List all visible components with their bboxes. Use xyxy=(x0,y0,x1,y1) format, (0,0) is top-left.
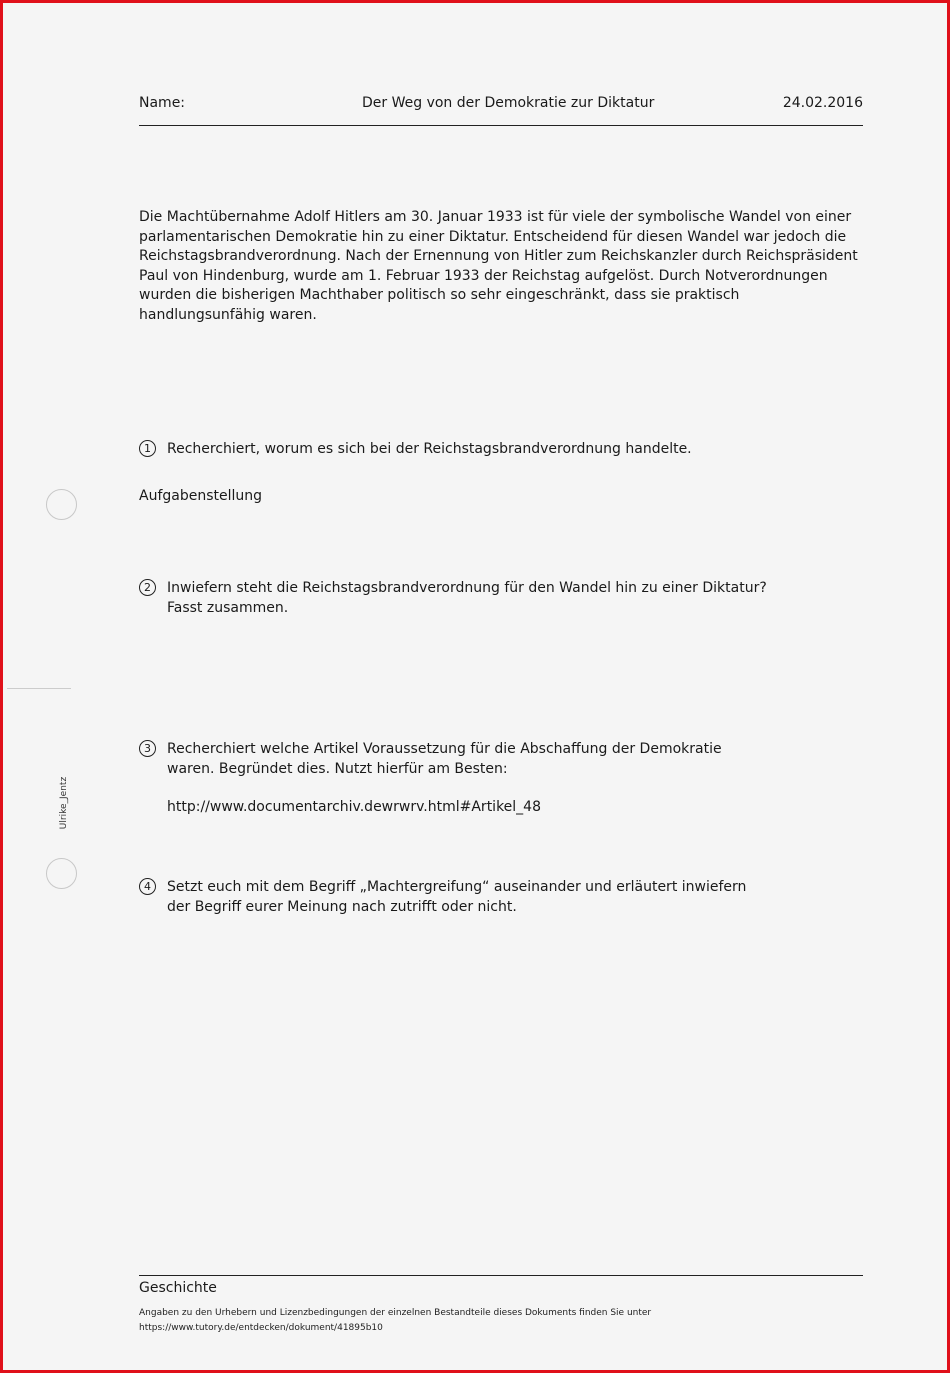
fold-mark xyxy=(7,688,71,689)
task-number-1: 1 xyxy=(139,440,156,457)
task-2 xyxy=(139,578,839,618)
task-3-line-1: Recherchiert welche Artikel Voraussetzung für die Abschaffung der Demokratie xyxy=(167,741,722,757)
footer-divider xyxy=(139,1275,863,1276)
task-heading: Aufgabenstellung xyxy=(139,488,263,504)
footer-credits xyxy=(139,1306,651,1336)
task-3 xyxy=(139,739,839,817)
task-3-link[interactable]: http://www.documentarchiv.dewrwrv.html#Artikel_48 xyxy=(167,799,541,815)
task-number-2: 2 xyxy=(139,579,156,596)
task-2-line-2: Fasst zusammen. xyxy=(167,600,289,616)
task-1 xyxy=(139,439,839,459)
page-header xyxy=(139,95,863,126)
task-2-line-1: Inwiefern steht die Reichstagsbrandverordnung für den Wandel hin zu einer Diktatur? xyxy=(167,580,767,596)
task-number-4: 4 xyxy=(139,878,156,895)
credits-line-1: Angaben zu den Urhebern und Lizenzbedingungen der einzelnen Bestandteile dieses Dokuments finden Sie unter xyxy=(139,1308,652,1318)
task-4 xyxy=(139,877,839,917)
punch-hole-top xyxy=(46,489,77,520)
intro-paragraph: Die Machtübernahme Adolf Hitlers am 30. Januar 1933 ist für viele der symbolische Wandel von einer parlamentarischen Demokratie hin zu einer Diktatur. Entscheidend für diesen Wandel war jedoch die Reichstagsbrandverordnung. Nach der Ernennung von Hitler zum Reichskanzler durch Reichspräsident Paul von Hindenburg, wurde am 1. Februar 1933 der Reichstag aufgelöst. Durch Notverordnungen wurden die bisherigen Machthaber politisch so sehr eingeschränkt, dass sie praktisch handlungsunfähig waren. xyxy=(139,209,858,323)
name-label: Name: xyxy=(139,95,186,111)
margin-author: Ulrike_Jentz xyxy=(59,776,69,830)
worksheet-title: Der Weg von der Demokratie zur Diktatur xyxy=(362,95,655,111)
task-number-3: 3 xyxy=(139,740,156,757)
punch-hole-bottom xyxy=(46,858,77,889)
task-1-line-1: Recherchiert, worum es sich bei der Reichstagsbrandverordnung handelte. xyxy=(167,441,692,457)
footer-subject: Geschichte xyxy=(139,1280,217,1296)
task-3-line-2: waren. Begründet dies. Nutzt hierfür am Besten: xyxy=(167,761,508,777)
worksheet-date: 24.02.2016 xyxy=(782,95,863,111)
task-4-line-2: der Begriff eurer Meinung nach zutrifft oder nicht. xyxy=(167,899,517,915)
task-4-line-1: Setzt euch mit dem Begriff „Machtergreifung“ auseinander und erläutert inwiefern xyxy=(167,879,747,895)
credits-url[interactable]: https://www.tutory.de/entdecken/dokument/41895b10 xyxy=(139,1323,383,1333)
